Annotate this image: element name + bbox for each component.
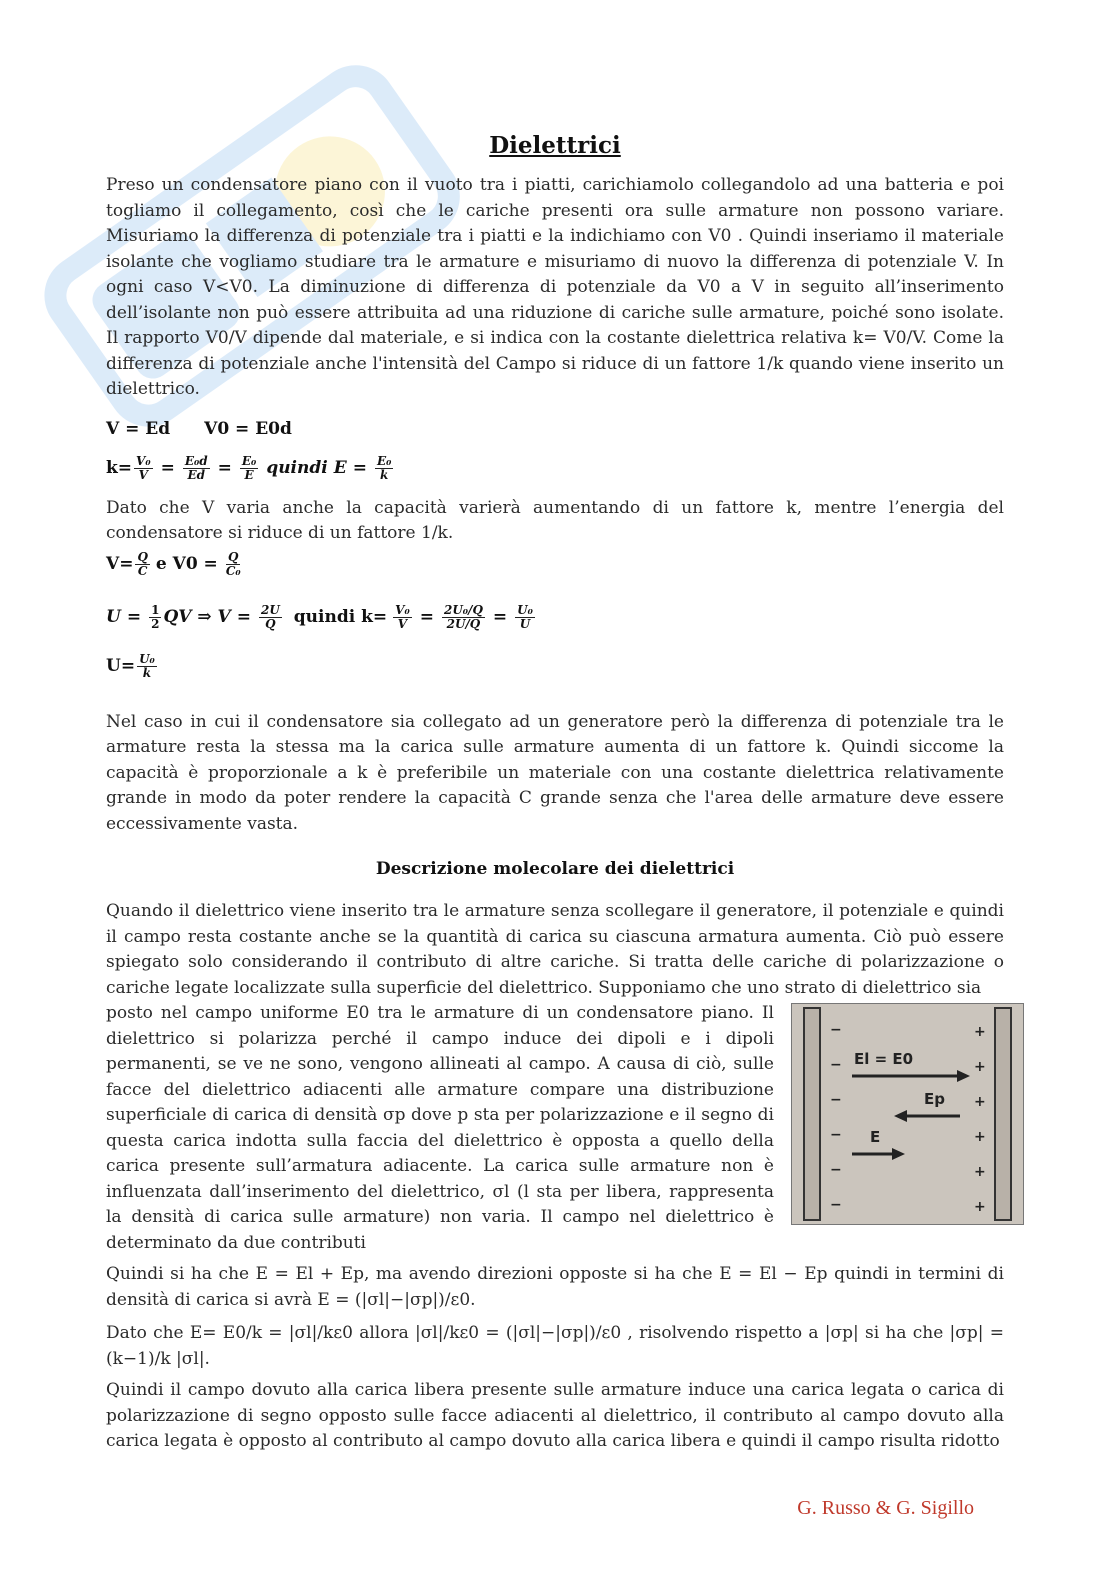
paragraph-capacity: Dato che V varia anche la capacità varierà aumentando di un fattore k, mentre l’energia del condensatore si riduce di un fattore 1/k. bbox=[106, 497, 1004, 543]
frac-e0d-ed: $\frac{\text{E₀d}}{Ed}$ bbox=[184, 453, 208, 482]
page-title: Dielettrici bbox=[489, 132, 621, 159]
paragraph-conclusion: Quindi il campo dovuto alla carica libera presente sulle armature induce una carica legata o carica di polarizzazione di segno opposto sulle facce adiacenti al dielettrico, il contributo al campo dovuto alla carica legata è opposto al contributo al campo dovuto alla carica libera e quindi il campo risulta ridotto bbox=[106, 1380, 1004, 1451]
formula-energy: U = $\frac{1}{2}$ QV ⇒ V = $\frac{2U}{Q}$ quindi k= $\frac{\text{V₀}}{V}$ = $\frac{\text{2U₀/Q}}{2U/Q}$ = $\frac{\text{U₀}}{U}$ bbox=[106, 602, 533, 631]
formula-vq-prefix: V= bbox=[106, 554, 134, 574]
frac-e0-e: $\frac{\text{E₀}}{E}$ bbox=[241, 453, 257, 482]
minus-sign: − bbox=[830, 1057, 842, 1073]
section-heading: Descrizione molecolare dei dielettrici bbox=[375, 859, 735, 879]
frac-v0-v: $\frac{\text{V₀}}{V}$ bbox=[136, 453, 151, 482]
formula-k-ratio: k= $\frac{\text{V₀}}{V}$ = $\frac{\text{E₀d}}{Ed}$ = $\frac{\text{E₀}}{E}$ quindi E = $\frac{\text{E₀}}{k}$ bbox=[106, 453, 392, 482]
frac-v0-v-2: $\frac{\text{V₀}}{V}$ bbox=[395, 602, 410, 631]
paragraph-polarization: posto nel campo uniforme E0 tra le armature di un condensatore piano. Il dielettrico si polarizza perché il campo induce dei dipoli e i dipoli permanenti, se ve ne sono, vengono allineati al campo. A causa di ciò, sulle facce del dielettrico adiacenti alle armature compare una distribuzione superficiale di carica di densità σp dove p sta per polarizzazione e il segno di questa carica indotta sulla faccia del dielettrico è opposta a quello della carica presente sull’armatura adiacente. La carica sulle armature non è influenzata dall’inserimento del dielettrico, σl (l sta per libera, rappresenta la densità di carica sulle armature) non varia. Il campo nel dielettrico è determinato da due contributi bbox=[106, 1003, 774, 1253]
plus-sign: + bbox=[974, 1129, 986, 1145]
formula-line-v-ed bbox=[106, 419, 1004, 439]
paragraph-field-sum: Quindi si ha che E = El + Ep, ma avendo direzioni opposte si ha che E = El − Ep quindi in termini di densità di carica si avrà E = (|σl|−|σp|)/ε0. bbox=[106, 1264, 1004, 1310]
dielectric-figure bbox=[791, 1003, 1024, 1225]
frac-one-half: $\frac{1}{2}$ bbox=[151, 602, 160, 631]
formula-k-prefix: k= bbox=[106, 458, 133, 478]
formula-u-quindi: quindi k= bbox=[293, 607, 388, 627]
minus-sign: − bbox=[830, 1127, 842, 1143]
paragraph-intro: Preso un condensatore piano con il vuoto tra i piatti, carichiamolo collegandolo ad una batteria e poi togliamo il collegamento, così che le cariche presenti ora sulle armature non possono variare. Misuriamo la differenza di potenziale tra i piatti e la indichiamo con V0 . Quindi inseriamo il materiale isolante che vogliamo studiare tra le armature e misuriamo di nuovo la differenza di potenziale V. In ogni caso V<V0. La diminuzione di differenza di potenziale da V0 a V in seguito all’inserimento dell’isolante non può essere attribuita ad una riduzione di cariche sulle armature, poiché sono isolate. Il rapporto V0/V dipende dal materiale, e si indica con la costante dielettrica relativa k= V0/V. Come la differenza di potenziale anche l'intensità del Campo si riduce di un fattore 1/k quando viene inserito un dielettrico. bbox=[106, 175, 1004, 399]
frac-u0-u: $\frac{\text{U₀}}{U}$ bbox=[517, 602, 533, 631]
frac-nested: $\frac{\text{2U₀/Q}}{2U/Q}$ bbox=[443, 602, 483, 631]
label-e: E bbox=[870, 1128, 881, 1146]
plus-sign: + bbox=[974, 1059, 986, 1075]
footer-authors: G. Russo & G. Sigillo bbox=[797, 1497, 974, 1519]
formula-u-prefix: U= bbox=[106, 656, 136, 676]
minus-sign: − bbox=[830, 1092, 842, 1108]
formula-v0-e0d: V0 = E0d bbox=[204, 418, 292, 439]
dielectric-diagram bbox=[792, 1004, 1023, 1224]
frac-e0-k: $\frac{\text{E₀}}{k}$ bbox=[376, 453, 392, 482]
plus-sign: + bbox=[974, 1094, 986, 1110]
formula-quindi: quindi bbox=[266, 458, 328, 478]
paragraph-generator: Nel caso in cui il condensatore sia collegato ad un generatore però la differenza di potenziale tra le armature resta la stessa ma la carica sulle armature aumenta di un fattore k. Quindi siccome la capacità è proporzionale a k è preferibile un materiale con una costante dielettrica relativamente grande in modo da poter rendere la capacità C grande senza che l'area delle armature deve essere eccessivamente vasta. bbox=[106, 711, 1004, 834]
formula-v-ed: V = Ed bbox=[106, 418, 171, 439]
frac-q-c: $\frac{Q}{C}$ bbox=[137, 549, 148, 578]
paragraph-sigma: Dato che E= E0/k = |σl|/kε0 allora |σl|/kε0 = (|σl|−|σp|)/ε0 , risolvendo rispetto a |σp| si ha che |σp| = (k−1)/k |σl|. bbox=[106, 1323, 1004, 1369]
frac-2u-q: $\frac{2U}{Q}$ bbox=[260, 602, 280, 631]
paragraph-molecular: Quando il dielettrico viene inserito tra le armature senza scollegare il generatore, il potenziale e quindi il campo resta costante anche se la quantità di carica su ciascuna armatura aumenta. Ciò può essere spiegato solo considerando il contributo di altre cariche. Si tratta delle cariche di polarizzazione o cariche legate localizzate sulla superficie del dielettrico. Supponiamo che uno strato di dielettrico sia bbox=[106, 901, 1004, 998]
plus-sign: + bbox=[974, 1024, 986, 1040]
minus-sign: − bbox=[830, 1162, 842, 1178]
plus-sign: + bbox=[974, 1164, 986, 1180]
minus-sign: − bbox=[830, 1022, 842, 1038]
minus-sign: − bbox=[830, 1197, 842, 1213]
label-ep: Ep bbox=[924, 1090, 945, 1108]
formula-v-q-c bbox=[106, 551, 1004, 578]
formula-vq-mid: e V0 = bbox=[155, 554, 218, 574]
document-body bbox=[106, 132, 1004, 1455]
label-el-e0: El = E0 bbox=[854, 1050, 914, 1068]
formula-u-u0-k bbox=[106, 653, 1004, 680]
frac-u0-k: $\frac{\text{U₀}}{k}$ bbox=[139, 651, 155, 680]
plus-sign: + bbox=[974, 1199, 986, 1215]
frac-q-c0: $\frac{Q}{\text{C₀}}$ bbox=[225, 549, 241, 578]
